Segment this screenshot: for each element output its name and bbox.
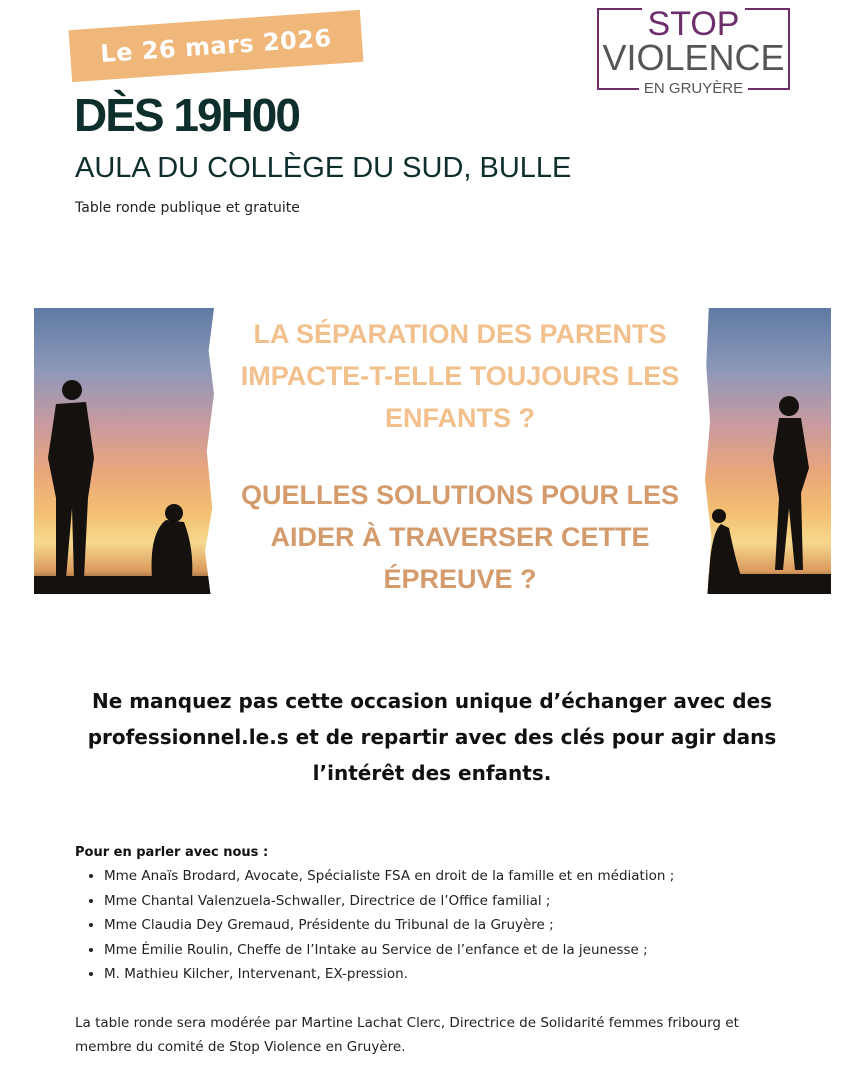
logo-line3: EN GRUYÈRE [639,80,748,97]
speaker-item: • Mme Claudia Dey Gremaud, Présidente du Tribunal de la Gruyère ; [104,913,674,938]
question-2: QUELLES SOLUTIONS POUR LES AIDER À TRAVERSER CETTE ÉPREUVE ? [240,480,680,594]
moderator-note: La table ronde sera modérée par Martine Lachat Clerc, Directrice de Solidarité femmes fribourg et membre du comité de Stop Violence en Gruyère. [75,1015,739,1055]
father-silhouette-photo [34,308,214,594]
event-venue: AULA DU COLLÈGE DU SUD, BULLE [75,152,572,184]
speaker-item: • Mme Anaïs Brodard, Avocate, Spécialiste FSA en droit de la famille et en médiation ; [104,864,674,889]
question-1: LA SÉPARATION DES PARENTS IMPACTE-T-ELLE TOUJOURS LES ENFANTS ? [240,319,680,433]
speaker-item: • Mme Émilie Roulin, Cheffe de l’Intake au Service de l’enfance et de la jeunesse ; [104,938,674,963]
speaker-item: • M. Mathieu Kilcher, Intervenant, EX-pression. [104,962,674,987]
date-banner [69,10,364,82]
speakers-title: Pour en parler avec nous : [75,845,269,860]
event-subtitle: Table ronde publique et gratuite [75,200,300,216]
speakers-list [88,864,674,987]
speaker-item: • Mme Chantal Valenzuela-Schwaller, Directrice de l’Office familial ; [104,889,674,914]
logo-line1: STOP [642,5,746,43]
call-to-action: Ne manquez pas cette occasion unique d’échanger avec des professionnel.le.s et de repartir avec des clés pour agir dans l’intérêt des enfants. [87,689,777,785]
stop-violence-logo [597,5,790,97]
event-date: Le 26 mars 2026 [99,23,333,69]
event-time: DÈS 19H00 [74,89,299,141]
mother-silhouette-photo [705,308,831,594]
logo-line2: VIOLENCE [602,37,785,78]
